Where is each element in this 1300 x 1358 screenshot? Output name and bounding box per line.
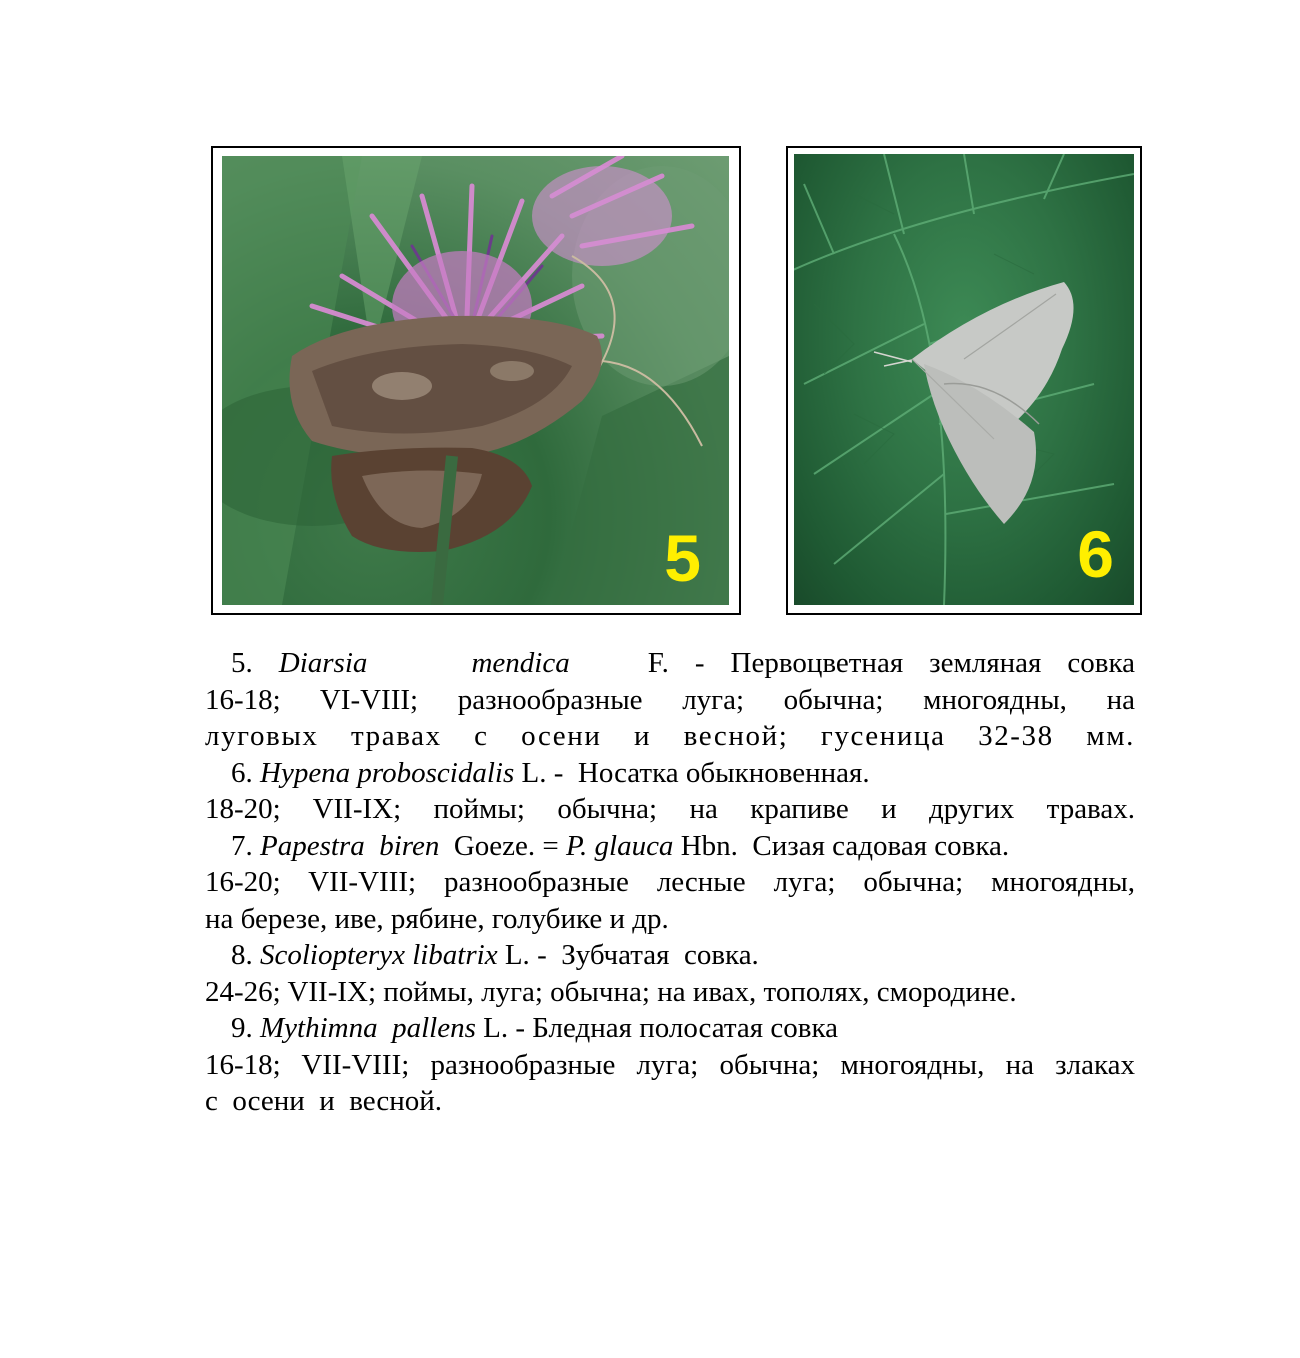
entry-9-details-1: 16-18; VII-VIII; разнообразные луга; обычна; многоядны, на злаках — [205, 1048, 1135, 1081]
author: L. — [521, 756, 547, 789]
entry-7-details-2: на березе, иве, рябине, голубике и др. — [205, 902, 669, 935]
entry-number: 6. — [231, 756, 253, 789]
entry-number: 9. — [231, 1012, 253, 1044]
dash: - — [537, 939, 547, 971]
entry-5-title — [205, 645, 1135, 682]
entry-9-details-2: с осени и весной. — [205, 1085, 443, 1117]
common-name: Первоцветная земляная совка — [730, 647, 1135, 679]
entry-9-title — [205, 1010, 1135, 1047]
photo-6-frame — [786, 146, 1142, 615]
latin-name: Hypena proboscidalis — [260, 756, 515, 789]
entry-8-title — [205, 937, 1135, 974]
moth-on-flower-image — [222, 156, 729, 605]
entry-7-details-1: 16-20; VII-VIII; разнообразные лесные луга; обычна; многоядны, — [205, 866, 1135, 898]
species-descriptions — [205, 645, 1135, 1120]
photo-5-frame — [211, 146, 741, 615]
photo-number-6: 6 — [1077, 517, 1114, 591]
photo-number-5: 5 — [664, 521, 701, 595]
latin-synonym: P. glauca — [566, 829, 674, 862]
common-name: Сизая садовая совка. — [752, 829, 1010, 862]
latin-genus: Diarsia — [278, 647, 368, 679]
entry-8-details-1: 24-26; VII-IX; поймы, луга; обычна; на ивах, тополях, смородине. — [205, 975, 1017, 1008]
latin-name: Mythimna pallens — [260, 1012, 476, 1044]
equals-sign: = — [542, 829, 559, 862]
dash: - — [515, 1012, 525, 1044]
entry-7-title — [205, 828, 1135, 865]
latin-name: Papestra biren — [260, 829, 440, 862]
common-name: Зубчатая совка. — [561, 939, 759, 971]
synonym-author: Hbn. — [680, 829, 738, 862]
photo-diarsia-mendica — [222, 156, 729, 605]
entry-number: 8. — [231, 939, 253, 971]
latin-name: Scoliopteryx libatrix — [260, 939, 498, 971]
dash: - — [553, 756, 564, 789]
author: L. — [483, 1012, 509, 1044]
entry-6-details-1: 18-20; VII-IX; поймы; обычна; на крапиве и других травах. — [205, 793, 1135, 825]
entry-5-details-1: 16-18; VI-VIII; разнообразные луга; обычна; многоядны, на — [205, 683, 1135, 716]
latin-species: mendica — [471, 647, 570, 679]
common-name: Носатка обыкновенная. — [577, 756, 870, 789]
author: Goeze. — [453, 829, 536, 862]
photo-hypena-proboscidalis — [794, 154, 1134, 605]
author: L. — [504, 939, 530, 971]
entry-number: 5. — [231, 647, 253, 679]
common-name: Бледная полосатая совка — [532, 1012, 838, 1044]
entry-5-details-2: луговых травах с осени и весной; гусеница 32-38 мм. — [205, 720, 1135, 752]
author: F. — [647, 647, 669, 679]
dash: - — [694, 647, 705, 679]
entry-6-title — [205, 755, 1135, 792]
entry-number: 7. — [231, 829, 253, 862]
